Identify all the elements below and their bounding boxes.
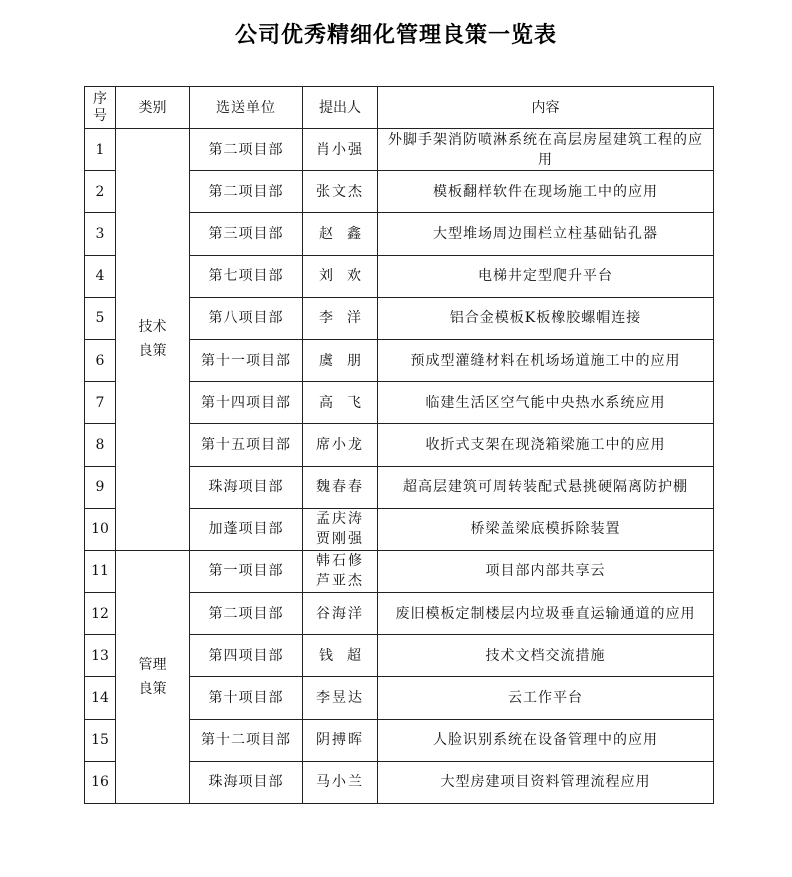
row-unit: 第一项目部 [190,550,303,592]
row-unit: 第十五项目部 [190,424,303,466]
row-unit: 第四项目部 [190,635,303,677]
row-content: 电梯井定型爬升平台 [378,255,714,297]
row-unit: 第十二项目部 [190,719,303,761]
category-mgmt-line2: 良策 [138,680,167,697]
row-proposer: 阴搏晖 [303,719,378,761]
row-unit: 第十四项目部 [190,382,303,424]
row-unit: 第二项目部 [190,171,303,213]
row-content: 铝合金模板K板橡胶螺帽连接 [378,297,714,339]
category-tech [116,129,190,551]
header-seq-line1: 序 [93,90,107,107]
row-unit: 珠海项目部 [190,466,303,508]
row-proposer [303,508,378,550]
category-tech-line2: 良策 [138,343,167,360]
category-mgmt [116,550,190,803]
row-seq: 16 [85,761,116,803]
page-title: 公司优秀精细化管理良策一览表 [234,23,557,48]
row-proposer: 谷海洋 [303,593,378,635]
row-content: 桥梁盖梁底模拆除装置 [378,508,714,550]
header-proposer: 提出人 [303,87,378,129]
row-seq: 1 [85,129,116,171]
row-content: 项目部内部共享云 [378,550,714,592]
row-unit: 第三项目部 [190,213,303,255]
row-proposer: 虞朋 [303,339,378,381]
row-seq: 9 [85,466,116,508]
row-proposer: 肖小强 [303,129,378,171]
row-unit: 第八项目部 [190,297,303,339]
row-proposer: 刘欢 [303,255,378,297]
row-proposer-line2: 贾刚强 [316,531,364,548]
row-content: 人脸识别系统在设备管理中的应用 [378,719,714,761]
row-unit: 第十一项目部 [190,339,303,381]
row-proposer: 马小兰 [303,761,378,803]
row-content: 临建生活区空气能中央热水系统应用 [378,382,714,424]
row-proposer: 高飞 [303,382,378,424]
row-seq: 7 [85,382,116,424]
row-seq: 3 [85,213,116,255]
table-header-row [85,87,714,129]
row-seq: 8 [85,424,116,466]
header-content: 内容 [378,87,714,129]
row-content: 技术文档交流措施 [378,635,714,677]
row-content: 预成型灌缝材料在机场场道施工中的应用 [378,339,714,381]
row-content: 超高层建筑可周转装配式悬挑硬隔离防护棚 [378,466,714,508]
row-seq: 11 [85,550,116,592]
header-unit: 选送单位 [190,87,303,129]
row-seq: 10 [85,508,116,550]
row-content: 大型堆场周边围栏立柱基础钻孔器 [378,213,714,255]
row-unit: 加蓬项目部 [190,508,303,550]
proposal-table [84,86,714,804]
header-seq [85,87,116,129]
row-unit: 第十项目部 [190,677,303,719]
category-tech-line1: 技术 [138,319,167,336]
row-unit: 第七项目部 [190,255,303,297]
row-seq: 4 [85,255,116,297]
row-proposer: 张文杰 [303,171,378,213]
row-proposer [303,550,378,592]
header-seq-line2: 号 [93,107,107,124]
row-content: 模板翻样软件在现场施工中的应用 [378,171,714,213]
row-seq: 15 [85,719,116,761]
category-mgmt-line1: 管理 [138,656,167,673]
row-content: 云工作平台 [378,677,714,719]
row-unit: 第二项目部 [190,129,303,171]
row-proposer: 钱超 [303,635,378,677]
row-proposer: 赵鑫 [303,213,378,255]
row-content: 外脚手架消防喷淋系统在高层房屋建筑工程的应用 [378,129,714,171]
table-row [85,129,714,171]
row-proposer: 席小龙 [303,424,378,466]
row-seq: 5 [85,297,116,339]
row-content: 大型房建项目资料管理流程应用 [378,761,714,803]
row-unit: 第二项目部 [190,593,303,635]
row-seq: 6 [85,339,116,381]
header-category: 类别 [116,87,190,129]
row-seq: 2 [85,171,116,213]
row-proposer: 李洋 [303,297,378,339]
row-unit: 珠海项目部 [190,761,303,803]
row-seq: 13 [85,635,116,677]
row-proposer: 李昱达 [303,677,378,719]
row-proposer-line1: 孟庆涛 [316,511,364,528]
row-seq: 14 [85,677,116,719]
row-seq: 12 [85,593,116,635]
row-content: 收折式支架在现浇箱梁施工中的应用 [378,424,714,466]
row-content: 废旧模板定制楼层内垃圾垂直运输通道的应用 [378,593,714,635]
row-proposer: 魏春春 [303,466,378,508]
row-proposer-line2: 芦亚杰 [316,573,364,590]
table-row [85,550,714,592]
row-proposer-line1: 韩石修 [316,553,364,570]
